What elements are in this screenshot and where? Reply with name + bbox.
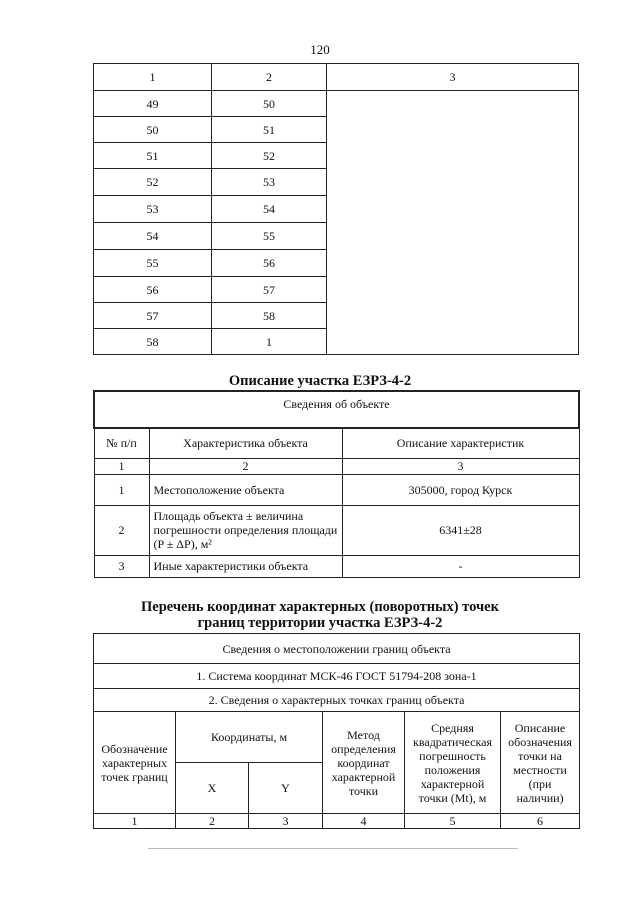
section-title-description: Описание участка ЕЗРЗ-4-2 [228,373,412,389]
section-title-coordinates-line2: границ территории участка ЕЗРЗ-4-2 [197,615,443,631]
characteristic-value: - [342,555,579,577]
column-number: 2 [176,814,249,829]
column-number-row [94,814,580,829]
points-caption-row [94,689,580,712]
column-number: 6 [501,814,580,829]
table-caption: Сведения о местоположении границ объекта [94,634,580,664]
cell-from: 55 [94,250,212,277]
column-number: 3 [249,814,323,829]
page-number: 120 [310,42,330,57]
cell-to: 50 [212,91,327,117]
page-bottom-rule [148,848,518,849]
cell-to: 57 [212,277,327,303]
cell-to: 53 [212,169,327,196]
cell-from: 52 [94,169,212,196]
header-characteristic: Характеристика объекта [149,428,342,458]
table-caption-row [94,391,579,428]
column-number-row [94,458,579,474]
cell-to: 56 [212,250,327,277]
header-method: Метод определения координат характерной точки [323,712,405,814]
cell-from: 51 [94,143,212,169]
characteristic-name: Площадь объекта ± величина погрешности определения площади (P ± ΔP), м² [149,505,342,555]
row-number: 2 [94,505,149,555]
coordinate-system-row [94,664,580,689]
header-point-designation: Обозначение характерных точек границ [94,712,176,814]
coordinates-table [93,633,580,829]
coordinate-system: 1. Система координат МСК-46 ГОСТ 51794-208 зона-1 [94,664,580,689]
table-row [94,91,579,117]
cell-to: 55 [212,223,327,250]
column-number: 1 [94,64,212,91]
characteristic-value: 305000, город Курск [342,474,579,505]
header-mean-error: Средняя квадратическая погрешность положения характерной точки (Mt), м [405,712,501,814]
table-caption-row [94,634,580,664]
empty-description-cell [327,91,579,355]
cell-from: 54 [94,223,212,250]
header-number: № п/п [94,428,149,458]
header-y: Y [249,763,323,814]
column-number: 1 [94,814,176,829]
cell-from: 57 [94,303,212,329]
cell-to: 54 [212,196,327,223]
cell-from: 58 [94,329,212,355]
cell-from: 49 [94,91,212,117]
cell-to: 1 [212,329,327,355]
cell-to: 58 [212,303,327,329]
column-number: 2 [149,458,342,474]
points-sequence-table [93,63,579,355]
characteristic-name: Местоположение объекта [149,474,342,505]
cell-to: 52 [212,143,327,169]
column-number: 1 [94,458,149,474]
cell-to: 51 [212,117,327,143]
table-row [94,474,579,505]
table-header-row [94,428,579,458]
table-row [94,555,579,577]
table-row [94,505,579,555]
column-number: 5 [405,814,501,829]
column-number: 2 [212,64,327,91]
cell-from: 56 [94,277,212,303]
object-description-table [93,390,580,578]
column-number: 4 [323,814,405,829]
characteristic-value: 6341±28 [342,505,579,555]
column-number: 3 [327,64,579,91]
header-description: Описание характеристик [342,428,579,458]
header-coordinates: Координаты, м [176,712,323,763]
row-number: 3 [94,555,149,577]
header-location-description: Описание обозначения точки на местности (при наличии) [501,712,580,814]
cell-from: 53 [94,196,212,223]
table-header-row [94,64,579,91]
column-number: 3 [342,458,579,474]
points-caption: 2. Сведения о характерных точках границ объекта [94,689,580,712]
table-header-row [94,712,580,763]
section-title-coordinates-line1: Перечень координат характерных (поворотных) точек [141,599,499,615]
characteristic-name: Иные характеристики объекта [149,555,342,577]
row-number: 1 [94,474,149,505]
header-x: X [176,763,249,814]
table-caption: Сведения об объекте [94,391,579,428]
cell-from: 50 [94,117,212,143]
